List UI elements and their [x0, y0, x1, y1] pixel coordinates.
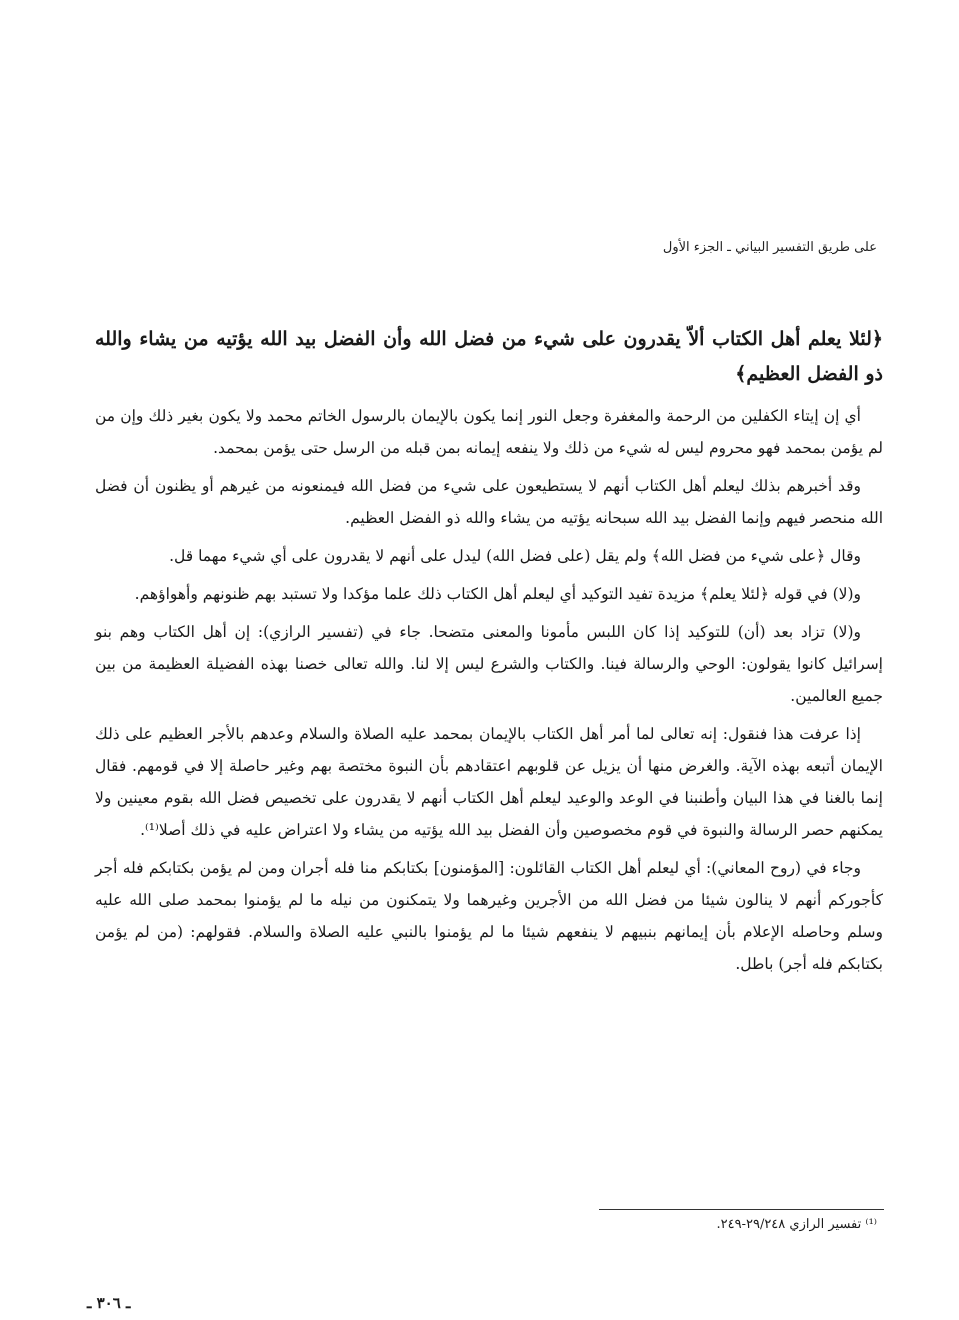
paragraph-1: أي إن إيتاء الكفلين من الرحمة والمغفرة وجعل النور إنما يكون بالإيمان بالرسول الخاتم محمد ولا يكون بغير ذلك وإن من لم يؤمن بمحمد فهو محروم ليس له شيء من ذلك ولا ينفعه إيمانه بمن قبله من الرسل حتى يؤمن بمحمد.: [95, 407, 883, 457]
page-number: ـ ٣٠٦ ـ: [87, 1294, 131, 1312]
footnote-divider: [599, 1209, 884, 1210]
paragraph-2: وقد أخبرهم بذلك ليعلم أهل الكتاب أنهم لا يستطيعون على شيء من فضل الله فيمنعونه من غيرهم أو يظنون أن فضل الله منحصر فيهم وإنما الفضل بيد الله سبحانه يؤتيه من يشاء والله ذو الفضل العظيم.: [95, 477, 883, 527]
paragraph-5: و(لا) تزاد بعد (أن) للتوكيد إذا كان اللبس مأمونا والمعنى متضحا. جاء في (تفسير الرازي): إن أهل الكتاب وهم بنو إسرائيل كانوا يقولون: الوحي والرسالة فينا. والكتاب والشرع ليس إلا لنا. والله تعالى خصنا بهذه الفضيلة العظيمة من بين جميع العالمين.: [95, 623, 883, 705]
running-header: على طريق التفسير البياني ـ الجزء الأول: [662, 240, 877, 255]
quran-verse: ﴿لئلا يعلم أهل الكتاب ألاّ يقدرون على شيء من فضل الله وأن الفضل بيد الله يؤتيه من يشاء والله ذو الفضل العظيم﴾: [95, 328, 883, 385]
paragraph-3: وقال ﴿على شيء من فضل الله﴾ ولم يقل (على فضل الله) ليدل على أنهم لا يقدرون على أي شيء مهما قل.: [169, 547, 861, 565]
footnote: ⁽¹⁾ تفسير الرازي ٢٩/٢٤٨-٢٤٩.: [716, 1217, 877, 1232]
paragraph-7: وجاء في (روح المعاني): أي ليعلم أهل الكتاب القائلون: [المؤمنون] بكتابكم منا فله أجران ومن لم يؤمن بكتابكم فله أجر كأجوركم أنهم لا ينالون شيئا من فضل الله من الأجرين وغيرهما ولا يتمكنون من نيله ما لم يؤمنوا بمحمد صلى الله عليه وسلم وحاصله الإعلام بأن إيمانهم بنبيهم لا ينفعهم شيئا ما لم يؤمنوا بالنبي عليه الصلاة والسلام. فقولهم: (من لم يؤمن بكتابكم فله أجر) باطل.: [95, 859, 883, 973]
paragraph-6: إذا عرفت هذا فنقول: إنه تعالى لما أمر أهل الكتاب بالإيمان بمحمد عليه الصلاة والسلام وعدهم بالأجر العظيم على ذلك الإيمان أتبعه بهذه الآية. والغرض منها أن يزيل عن قلوبهم اعتقادهم بأن النبوة مختصة بهم وغير حاصلة إلا في قومهم. فقال إنما بالغنا في هذا البيان وأطنبنا في الوعد والوعيد ليعلم أهل الكتاب أنهم لا يقدرون على تخصيص فضل الله بقوم معينين ولا يمكنهم حصر الرسالة والنبوة في قوم مخصوصين وأن الفضل بيد الله يؤتيه من يشاء ولا اعتراض عليه في ذلك أصلا⁽¹⁾.: [95, 725, 883, 839]
main-content: [95, 322, 883, 986]
paragraph-4: و(لا) في قوله ﴿لئلا يعلم﴾ مزيدة تفيد التوكيد أي ليعلم أهل الكتاب ذلك علما مؤكدا ولا تستبد بهم ظنونهم وأهواؤهم.: [134, 585, 861, 603]
